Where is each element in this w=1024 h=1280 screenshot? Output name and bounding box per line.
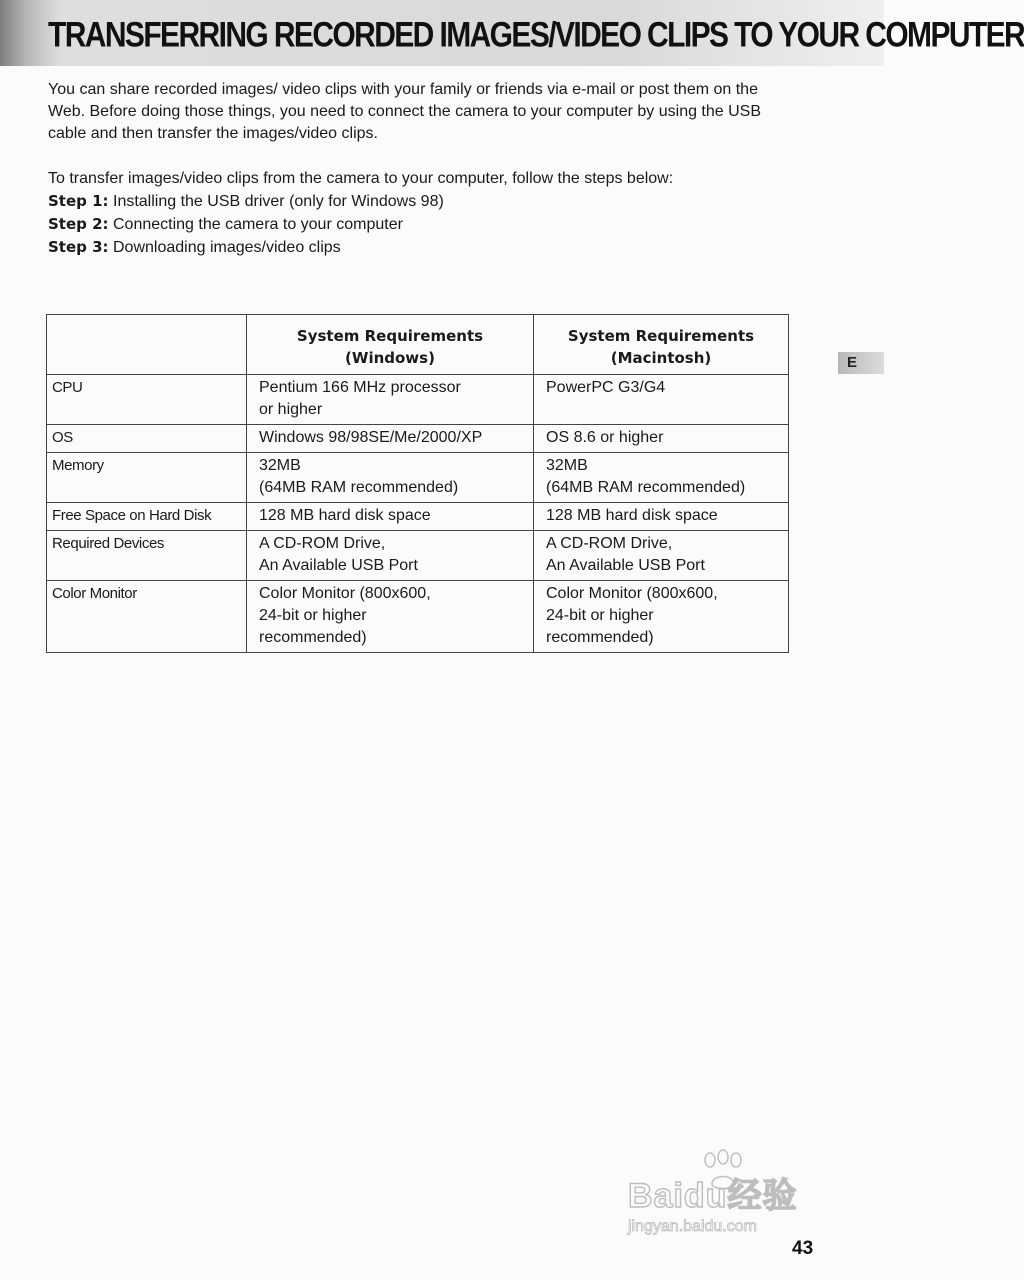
- mac-cell: 32MB (64MB RAM recommended): [534, 453, 789, 503]
- windows-cell: Pentium 166 MHz processor or higher: [247, 375, 534, 425]
- windows-header: System Requirements (Windows): [247, 315, 534, 375]
- step-text: Installing the USB driver (only for Windows 98): [108, 193, 444, 210]
- mac-cell: Color Monitor (800x600, 24-bit or higher recommended): [534, 581, 789, 653]
- row-label: Memory: [47, 453, 247, 503]
- windows-cell: Windows 98/98SE/Me/2000/XP: [247, 425, 534, 453]
- table-row: [47, 581, 789, 653]
- system-requirements-table: [46, 314, 789, 653]
- table-row: [47, 503, 789, 531]
- steps-lead-text: To transfer images/video clips from the camera to your computer, follow the steps below:: [48, 170, 674, 187]
- table-header-row: [47, 315, 789, 375]
- baidu-watermark: [628, 1150, 838, 1250]
- table-row: [47, 453, 789, 503]
- row-label: OS: [47, 425, 247, 453]
- row-label: Free Space on Hard Disk: [47, 503, 247, 531]
- windows-cell: A CD-ROM Drive, An Available USB Port: [247, 531, 534, 581]
- step-text: Downloading images/video clips: [108, 239, 341, 256]
- mac-header: System Requirements (Macintosh): [534, 315, 789, 375]
- step-item: [48, 190, 808, 213]
- steps-list: [48, 190, 808, 259]
- empty-header-cell: [47, 315, 247, 375]
- row-label: CPU: [47, 375, 247, 425]
- section-tab-marker: E: [838, 352, 884, 374]
- step-label: Step 1:: [48, 192, 109, 210]
- page-title: TRANSFERRING RECORDED IMAGES/VIDEO CLIPS TO YOUR COMPUTER: [48, 16, 1024, 55]
- row-label: Required Devices: [47, 531, 247, 581]
- intro-paragraph: You can share recorded images/ video clips with your family or friends via e-mail or post them on the Web. Before doing those things, you need to connect the camera to your computer by using the USB cable and then transfer the images/video clips.: [48, 81, 762, 142]
- windows-cell: Color Monitor (800x600, 24-bit or higher recommended): [247, 581, 534, 653]
- table-row: [47, 531, 789, 581]
- title-banner: [0, 0, 1024, 66]
- mac-cell: A CD-ROM Drive, An Available USB Port: [534, 531, 789, 581]
- windows-cell: 128 MB hard disk space: [247, 503, 534, 531]
- table-row: [47, 425, 789, 453]
- row-label: Color Monitor: [47, 581, 247, 653]
- watermark-logo-text: Baidu经验: [628, 1177, 798, 1215]
- watermark-url: jingyan.baidu.com: [628, 1218, 757, 1235]
- step-label: Step 2:: [48, 215, 109, 233]
- windows-cell: 32MB (64MB RAM recommended): [247, 453, 534, 503]
- step-text: Connecting the camera to your computer: [108, 216, 403, 233]
- table-row: [47, 375, 789, 425]
- step-item: [48, 213, 808, 236]
- step-item: [48, 236, 808, 259]
- page-number: 43: [792, 1238, 814, 1259]
- mac-cell: 128 MB hard disk space: [534, 503, 789, 531]
- step-label: Step 3:: [48, 238, 109, 256]
- mac-cell: PowerPC G3/G4: [534, 375, 789, 425]
- mac-cell: OS 8.6 or higher: [534, 425, 789, 453]
